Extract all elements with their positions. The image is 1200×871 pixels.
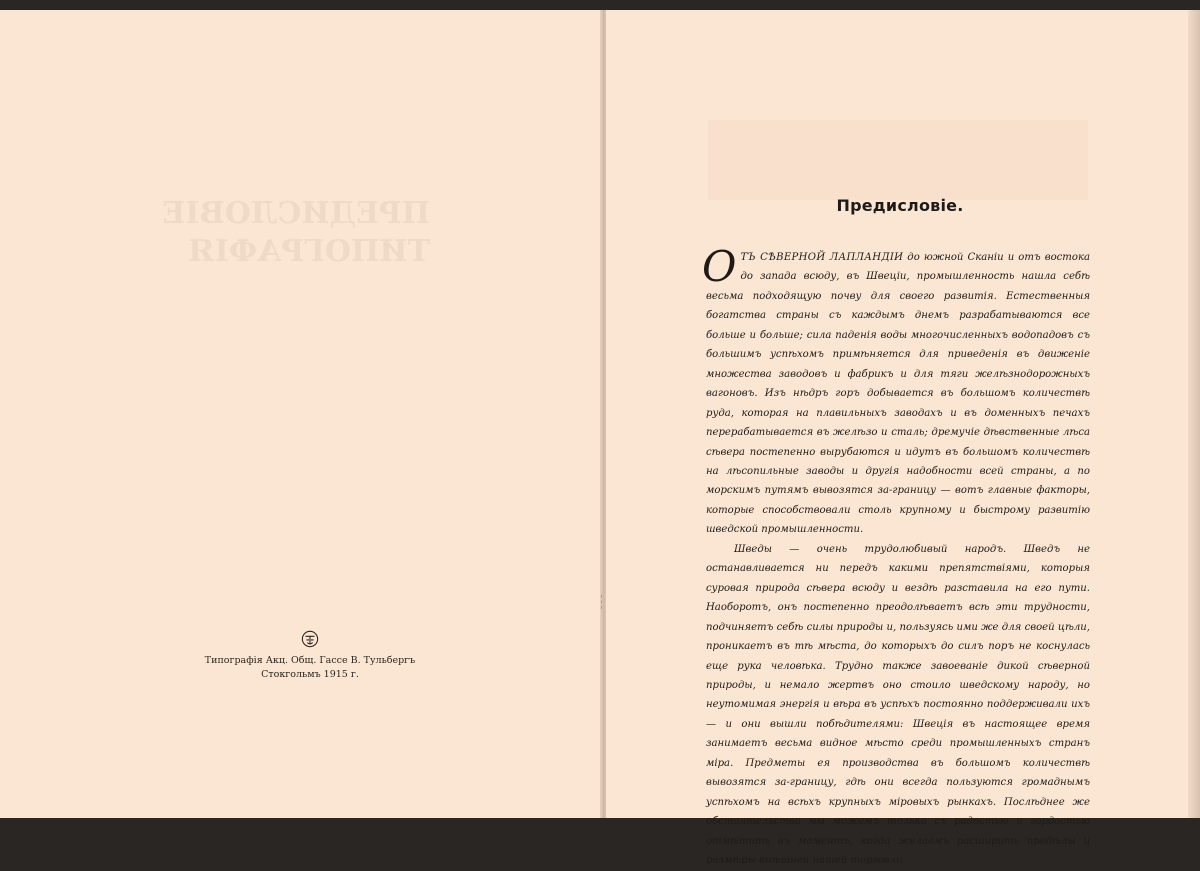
page-edge (1188, 10, 1200, 818)
ghost-line-2: ТИПОГРАФIЯ (188, 234, 430, 269)
book-spread (0, 10, 1200, 867)
paragraph-1 (702, 242, 1091, 540)
lead-in: ТЪ СѢВЕРНОЙ ЛАПЛАНДІИ (740, 252, 904, 263)
left-page (0, 10, 604, 818)
show-through-text (162, 195, 430, 271)
ghost-line-1: ПРЕДИСЛОВIЕ (162, 196, 430, 231)
drop-cap: О (702, 242, 737, 291)
page-title: Предисловіе. (836, 196, 964, 215)
paragraph-2: Шведы — очень трудолюбивый народъ. Шведъ не останавливается ни передъ какими препятствіями, которыя суровая природа сѣвера всюду и вездѣ разставила на его пути. Наоборотъ, онъ постепенно преодолѣваетъ всѣ эти трудности, подчиняетъ себѣ силы природы и, пользуясь ими же для своей цѣли, проникаетъ въ тѣ мѣста, до которыхъ до силъ поръ не коснулась еще рука человѣка. Трудно также завоеваніе дикой сѣверной природы, и немало жертвъ оно стоило шведскому народу, но неутомимая энергія и вѣра въ успѣхъ постоянно поддерживали ихъ — и они вышли побѣдителями: Швеція въ настоящее время занимаетъ весьма видное мѣсто среди промышленныхъ странъ міра. Предметы ея производства въ большомъ количествѣ вывозятся за-границу, гдѣ они всегда пользуются громаднымъ успѣхомъ на всѣхъ крупныхъ міровыхъ рынкахъ. Послѣднее же обстоятельство мы можемъ только съ радостью и гордостью отмѣтить въ моментъ, когда желаемъ расширить предѣлы и размѣры внѣшней нашей торговли. (706, 543, 1090, 867)
preface-body (702, 242, 1091, 871)
gutter-mark (601, 595, 605, 609)
imprint-line-2: Стокгольмъ 1915 г. (261, 669, 359, 680)
printer-monogram-icon (301, 630, 319, 648)
paragraph-1-text: до южной Сканіи и отъ востока до запада всюду, въ Швеціи, промышленность нашла себѣ весьма подходящую почву для своего развитія. Естественныя богатства страны съ каждымъ днемъ разрабатываются все больше и больше; сила паденія воды многочисленныхъ водопадовъ съ большимъ успѣхомъ примѣняется для приведенія въ движеніе множества заводовъ и фабрикъ и для тяги желѣзнодорожныхъ вагоновъ. Изъ нѣдръ горъ добывается въ большомъ количествѣ руда, которая на плавильныхъ заводахъ и въ доменныхъ печахъ перерабатывается въ желѣзо и сталь; дремучіе дѣвственные лѣса сѣвера постепенно вырубаются и идутъ въ большомъ количествѣ на лѣсопильные заводы и другія надобности всей страны, а по морскимъ путямъ вывозятся за-границу — вотъ главные факторы, которые способствовали столь крупному и быстрому развитію шведской промышленности. (706, 252, 1091, 536)
imprint-line-1: Типографія Акц. Общ. Гассе В. Тульбергъ (204, 655, 416, 666)
printer-imprint (180, 630, 440, 682)
header-band (708, 120, 1088, 200)
